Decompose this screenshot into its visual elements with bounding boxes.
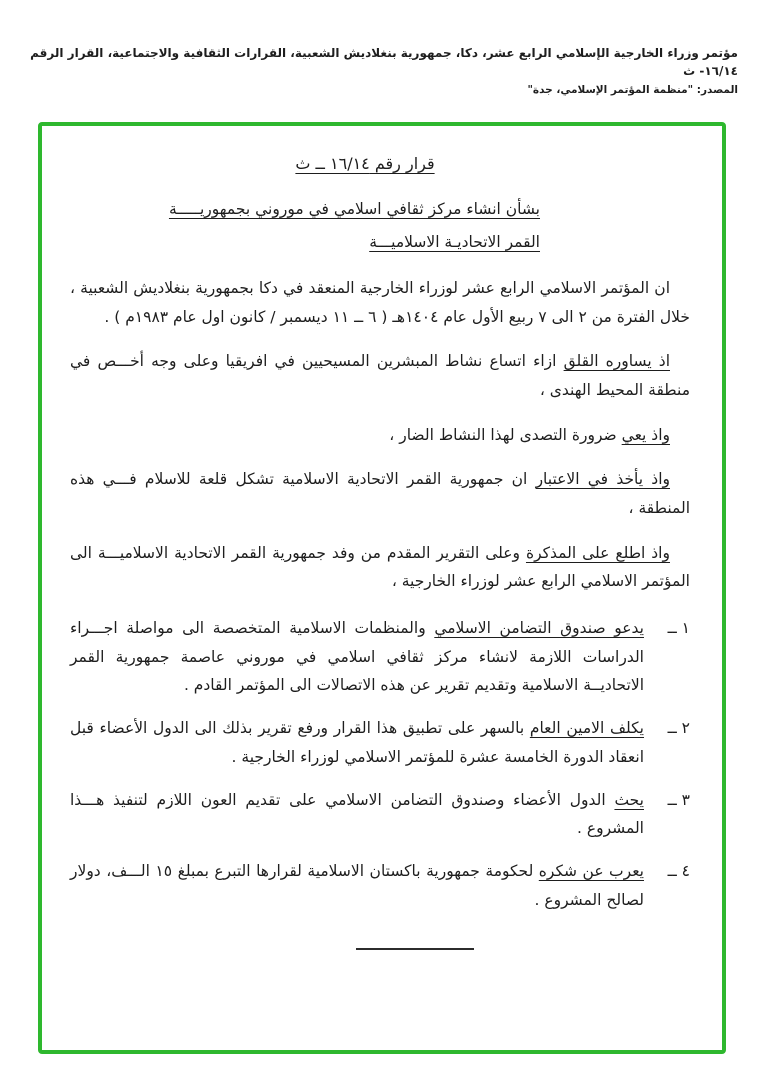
item-number: ٣ ــ	[667, 790, 690, 809]
resolution-subject-line-2: القمر الاتحاديـة الاسلاميـــة	[369, 232, 540, 251]
item-text: يعرب عن شكره لحكومة جمهورية باكستان الاسلامية لقرارها التبرع بمبلغ ١٥ الـــف، دولار لصالح المشروع .	[70, 861, 644, 909]
item-text: يكلف الامين العام بالسهر على تطبيق هذا القرار ورفع تقرير بذلك الى الدول الأعضاء قبل انعقاد الدورة الخامسة عشرة للمؤتمر الاسلامي لوزراء الخارجية .	[70, 719, 645, 766]
item-number: ١ ــ	[667, 619, 690, 638]
resolution-item-3	[70, 786, 690, 843]
resolution-item-1	[70, 614, 690, 700]
paragraph-text: وعلى التقرير المقدم من وفد جمهورية القمر الاتحادية الاسلاميـــة الى المؤتمر الاسلامي الرابع عشر لوزراء الخارجية ،	[70, 543, 690, 591]
preamble-paragraph-2	[70, 347, 690, 404]
paragraph-lead: اذ يساوره القلق	[563, 352, 670, 371]
paragraph-text: ضرورة التصدى لهذا النشاط الضار ،	[389, 425, 622, 444]
source-header	[0, 0, 764, 96]
source-header-line1: مؤتمر وزراء الخارجية الإسلامي الرابع عشر، دكا، جمهورية بنغلاديش الشعبية، القرارات الثقافية والاجتماعية، القرار الرقم ١٦/١٤- ث	[30, 46, 738, 78]
item-number: ٢ ــ	[667, 719, 690, 738]
item-lead: يكلف الامين العام	[529, 719, 645, 738]
item-number: ٤ ــ	[667, 861, 690, 880]
source-header-line2: المصدر: "منظمة المؤتمر الإسلامي، جدة"	[527, 84, 738, 96]
paragraph-text: ازاء اتساع نشاط المبشرين المسيحيين في افريقيا وعلى وجه أخـــص في منطقة المحيط الهندى ،	[70, 352, 690, 400]
item-text: يدعو صندوق التضامن الاسلامي والمنظمات الاسلامية المتخصصة الى مواصلة اجـــراء الدراسات اللازمة لانشاء مركز ثقافي اسلامي في موروني عاصمة جمهورية القمر الاتحاديــة الاسلامية وتقديم تقرير عن هذه الاتصالات الى المؤتمر القادم .	[70, 619, 644, 695]
preamble-paragraph-1	[70, 274, 690, 331]
paragraph-text: ان جمهورية القمر الاتحادية الاسلامية تشكل قلعة للاسلام فـــي هذه المنطقة ،	[70, 470, 690, 518]
resolution-title-text: قرار رقم ١٦/١٤ ــ ث	[295, 154, 435, 173]
preamble-paragraph-4	[70, 465, 690, 522]
resolution-title	[70, 154, 660, 173]
item-text: يحث الدول الأعضاء وصندوق التضامن الاسلامي على تقديم العون اللازم لتنفيذ هـــذا المشروع .	[70, 790, 644, 838]
resolution-item-2	[70, 714, 690, 771]
resolution-item-4	[70, 857, 690, 914]
resolution-items	[70, 614, 690, 914]
closing-rule	[356, 948, 474, 950]
scanned-document-frame	[38, 122, 726, 1054]
preamble-paragraph-3	[70, 421, 690, 450]
item-lead: يدعو صندوق التضامن الاسلامي	[434, 619, 644, 638]
paragraph-lead: واذ يعي	[621, 425, 670, 444]
item-lead: يعرب عن شكره	[538, 861, 644, 880]
paragraph-lead: واذ يأخذ في الاعتبار	[535, 470, 670, 489]
resolution-subject-line-1: بشأن انشاء مركز ثقافي اسلامي في موروني بجمهوريـــــة	[168, 200, 540, 218]
paragraph-lead: واذ اطلع على المذكرة	[525, 543, 670, 562]
paragraph-text: ان المؤتمر الاسلامي الرابع عشر لوزراء الخارجية المنعقد في دكا بجمهورية بنغلاديش الشعبية ، خلال الفترة من ٢ الى ٧ ربيع الأول عام ١٤٠٤هـ ( ٦ ــ ١١ ديسمبر / كانون اول عام ١٩٨٣م ) .	[70, 279, 690, 326]
preamble-paragraph-5	[70, 539, 690, 596]
item-lead: يحث	[614, 790, 644, 809]
